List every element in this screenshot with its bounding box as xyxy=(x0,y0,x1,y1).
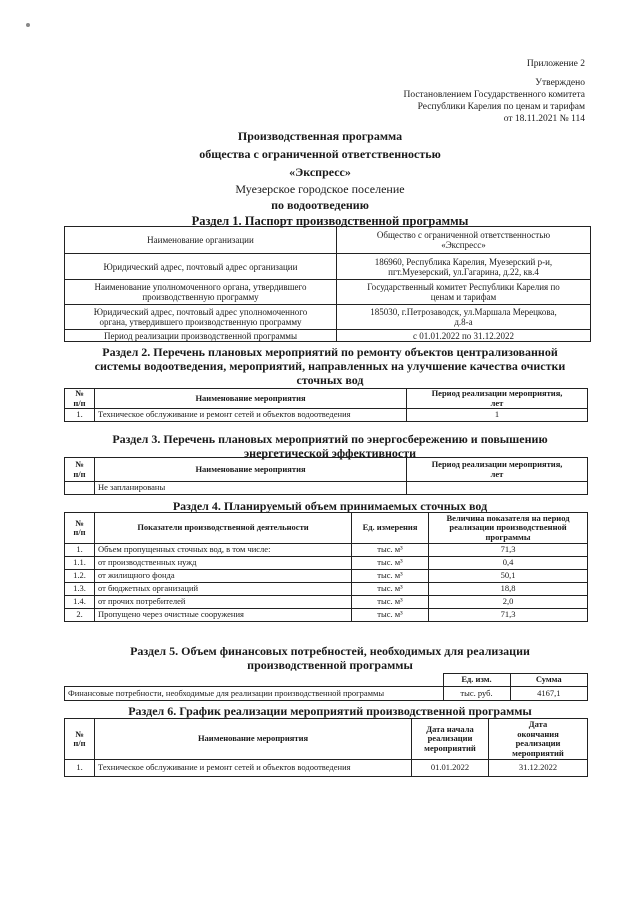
table-cell: тыс. м³ xyxy=(352,557,429,570)
section3-title: Раздел 3. Перечень плановых мероприятий по энергосбережению и повышению энергетической эффективности xyxy=(112,432,548,460)
table-row xyxy=(65,513,588,544)
wastewater-volume-table xyxy=(64,512,588,622)
table-row xyxy=(65,330,591,342)
table-cell: 1. xyxy=(65,544,95,557)
table-cell: Государственный комитет Республики Карелия по ценам и тарифам xyxy=(337,280,591,305)
table-cell: 2,0 xyxy=(429,596,588,609)
table-cell: 1 xyxy=(407,409,588,422)
table-cell: 1. xyxy=(65,760,95,777)
decree-line-1: Постановлением Государственного комитета xyxy=(403,90,585,100)
header-num: № п/п xyxy=(65,513,95,544)
table-cell: Период реализации производственной программы xyxy=(65,330,337,342)
table-cell: Пропущено через очистные сооружения xyxy=(95,609,352,622)
table-row xyxy=(65,557,588,570)
table-row xyxy=(65,596,588,609)
table-cell: 31.12.2022 xyxy=(489,760,588,777)
table-cell: 1.2. xyxy=(65,570,95,583)
table-row xyxy=(65,583,588,596)
decree-line-2: Республики Карелия по ценам и тарифам xyxy=(417,102,585,112)
table-cell: 71,3 xyxy=(429,544,588,557)
table-cell: 1.1. xyxy=(65,557,95,570)
scan-dot xyxy=(26,23,30,27)
header-name: Наименование мероприятия xyxy=(95,458,407,482)
table-cell: Не запланированы xyxy=(95,482,407,495)
finance-table xyxy=(64,673,588,701)
table-cell: 0,4 xyxy=(429,557,588,570)
table-cell: 1.3. xyxy=(65,583,95,596)
header-unit: Ед. изм. xyxy=(443,674,510,687)
table-cell: тыс. м³ xyxy=(352,583,429,596)
header-value: Величина показателя на период реализации производственной программы xyxy=(429,513,588,544)
header-unit: Ед. измерения xyxy=(352,513,429,544)
table-row xyxy=(65,227,591,254)
header-num: № п/п xyxy=(65,719,95,760)
table-cell: тыс. м³ xyxy=(352,544,429,557)
table-row xyxy=(65,305,591,330)
table-cell: Юридический адрес, почтовый адрес уполномоченного органа, утвердившего производственную программу xyxy=(65,305,337,330)
table-cell: Техническое обслуживание и ремонт сетей и объектов водоотведения xyxy=(95,760,412,777)
header-num: № п/п xyxy=(65,389,95,409)
table-cell: тыс. м³ xyxy=(352,609,429,622)
header-name: Наименование мероприятия xyxy=(95,719,412,760)
schedule-table xyxy=(64,718,588,777)
table-cell: Объем пропущенных сточных вод, в том числе: xyxy=(95,544,352,557)
table-row xyxy=(65,687,588,701)
table-cell: Юридический адрес, почтовый адрес организации xyxy=(65,254,337,280)
table-cell: 2. xyxy=(65,609,95,622)
table-row xyxy=(65,719,588,760)
table-cell: от жилищного фонда xyxy=(95,570,352,583)
table-cell: 71,3 xyxy=(429,609,588,622)
table-cell: 50,1 xyxy=(429,570,588,583)
table-cell: с 01.01.2022 по 31.12.2022 xyxy=(337,330,591,342)
table-row xyxy=(65,544,588,557)
header-period: Период реализации мероприятия, лет xyxy=(407,458,588,482)
header-indicator: Показатели производственной деятельности xyxy=(95,513,352,544)
section2-title: Раздел 2. Перечень плановых мероприятий по ремонту объектов централизованной системы водоотведения, мероприятий, направленных на улучшение качества очистки сточных вод xyxy=(94,345,566,387)
table-cell: тыс. руб. xyxy=(443,687,510,701)
section6-title: Раздел 6. График реализации мероприятий производственной программы xyxy=(128,704,532,718)
section1-title: Раздел 1. Паспорт производственной программы xyxy=(191,214,469,228)
header-sum: Сумма xyxy=(510,674,588,687)
table-row xyxy=(65,458,588,482)
doc-title-5: по водоотведению xyxy=(271,198,369,212)
table-cell xyxy=(407,482,588,495)
table-row xyxy=(65,609,588,622)
doc-title-1: Производственная программа xyxy=(237,129,403,143)
passport-table xyxy=(64,226,591,342)
doc-title-4: Муезерское городское поселение xyxy=(235,182,405,196)
repair-table xyxy=(64,388,588,422)
doc-title-2: общества с ограниченной ответственностью xyxy=(199,147,441,161)
section4-title: Раздел 4. Планируемый объем принимаемых сточных вод xyxy=(172,499,488,513)
table-cell xyxy=(65,482,95,495)
table-cell: Наименование организации xyxy=(65,227,337,254)
decree-line-3: от 18.11.2021 № 114 xyxy=(503,114,585,124)
table-cell: тыс. м³ xyxy=(352,596,429,609)
table-cell: от производственных нужд xyxy=(95,557,352,570)
table-cell: 01.01.2022 xyxy=(412,760,489,777)
table-cell: от прочих потребителей xyxy=(95,596,352,609)
header-num: № п/п xyxy=(65,458,95,482)
table-cell: 1. xyxy=(65,409,95,422)
table-cell: 186960, Республика Карелия, Муезерский р-и, пгт.Муезерский, ул.Гагарина, д.22, кв.4 xyxy=(337,254,591,280)
appendix-label: Приложение 2 xyxy=(526,59,585,69)
table-cell: от бюджетных организаций xyxy=(95,583,352,596)
table-cell: Общество с ограниченной ответственностью «Экспресс» xyxy=(337,227,591,254)
table-cell: 18,8 xyxy=(429,583,588,596)
table-cell: 185030, г.Петрозаводск, ул.Маршала Мерецкова, д.8-а xyxy=(337,305,591,330)
table-row xyxy=(65,409,588,422)
approved-label: Утверждено xyxy=(535,78,585,88)
energy-table xyxy=(64,457,588,495)
table-cell: 4167,1 xyxy=(510,687,588,701)
table-row xyxy=(65,254,591,280)
header-period: Период реализации мероприятия, лет xyxy=(407,389,588,409)
doc-title-3: «Экспресс» xyxy=(289,165,351,179)
table-cell: Техническое обслуживание и ремонт сетей и объектов водоотведения xyxy=(95,409,407,422)
table-row xyxy=(65,389,588,409)
table-row xyxy=(65,280,591,305)
table-cell: тыс. м³ xyxy=(352,570,429,583)
section5-title: Раздел 5. Объем финансовых потребностей, необходимых для реализации производственной программы xyxy=(130,644,530,672)
header-name: Наименование мероприятия xyxy=(95,389,407,409)
header-start: Дата начала реализации мероприятий xyxy=(412,719,489,760)
table-row xyxy=(65,674,588,687)
table-row xyxy=(65,570,588,583)
table-row xyxy=(65,482,588,495)
table-row xyxy=(65,760,588,777)
table-cell: Финансовые потребности, необходимые для реализации производственной программы xyxy=(65,687,444,701)
table-cell: Наименование уполномоченного органа, утвердившего производственную программу xyxy=(65,280,337,305)
table-cell: 1.4. xyxy=(65,596,95,609)
table-cell xyxy=(65,674,444,687)
header-end: Дата окончания реализации мероприятий xyxy=(489,719,588,760)
